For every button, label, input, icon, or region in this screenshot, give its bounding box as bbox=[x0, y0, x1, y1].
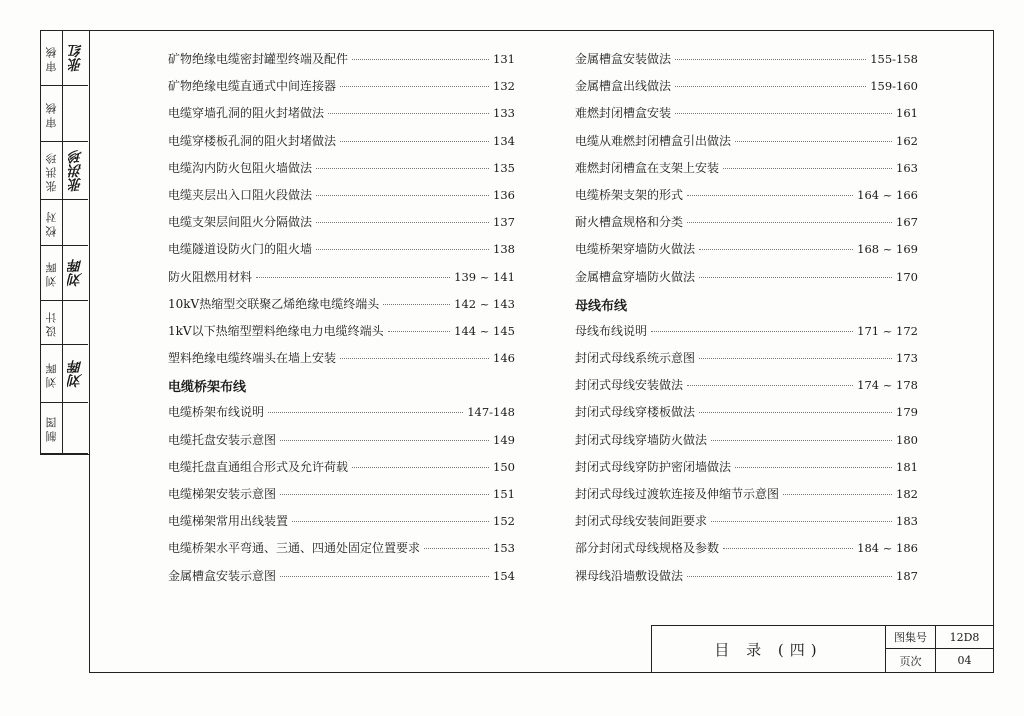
dot-leader bbox=[316, 222, 489, 223]
page-title: 目 录 (四) bbox=[652, 626, 886, 672]
signature-strip bbox=[40, 30, 89, 455]
toc-entry-page: 131 bbox=[493, 52, 515, 66]
atlas-number-value: 12D8 bbox=[936, 626, 993, 649]
toc-entry-title: 电缆沟内防火包阻火墙做法 bbox=[168, 160, 313, 175]
toc-entry-title: 电缆从难燃封闭槽盒引出做法 bbox=[575, 133, 732, 148]
dot-leader bbox=[687, 385, 853, 386]
toc-entry bbox=[575, 349, 918, 376]
toc-entry bbox=[575, 186, 918, 213]
toc-entry-page: 135 bbox=[493, 160, 515, 175]
signature-role-text: 刘晖 bbox=[44, 359, 58, 388]
signature-role-text: 审核 bbox=[44, 99, 58, 128]
dot-leader bbox=[699, 412, 892, 413]
toc-entry bbox=[168, 213, 515, 240]
toc-entry-page: 132 bbox=[493, 79, 515, 94]
toc-entry bbox=[168, 485, 515, 512]
toc-entry-title: 封闭式母线安装间距要求 bbox=[575, 514, 708, 529]
signature-cell bbox=[41, 301, 88, 345]
toc-entry bbox=[575, 539, 918, 566]
toc-entry-title: 电缆托盘直通组合形式及允许荷载 bbox=[168, 459, 349, 474]
dot-leader bbox=[316, 168, 489, 169]
toc-entry-title: 电缆托盘安装示意图 bbox=[168, 432, 277, 447]
toc-entry-page: 171 ~ 172 bbox=[857, 323, 918, 338]
toc-section-heading bbox=[575, 295, 918, 322]
toc-entry-title: 耐火槽盒规格和分类 bbox=[575, 215, 684, 230]
toc-entry-page: 137 bbox=[493, 215, 515, 230]
toc-entry bbox=[168, 50, 515, 77]
dot-leader bbox=[723, 168, 892, 169]
dot-leader bbox=[687, 195, 853, 196]
dot-leader bbox=[340, 358, 489, 359]
toc-entry bbox=[168, 458, 515, 485]
dot-leader bbox=[280, 576, 489, 577]
toc-entry-title: 封闭式母线过渡软连接及伸缩节示意图 bbox=[575, 487, 780, 501]
toc-entry-title: 金属槽盒穿墙防火做法 bbox=[575, 269, 696, 284]
page-number-value: 04 bbox=[957, 654, 972, 667]
toc-entry bbox=[575, 159, 918, 186]
signature-text: 张红 bbox=[67, 44, 84, 72]
signature-mark bbox=[63, 142, 88, 199]
dot-leader bbox=[675, 86, 866, 87]
toc-entry-page: 174 ~ 178 bbox=[857, 378, 918, 393]
toc-entry bbox=[575, 77, 918, 104]
signature-mark bbox=[63, 200, 88, 245]
toc-right-column bbox=[575, 50, 918, 594]
toc-entry bbox=[168, 431, 515, 458]
toc-entry-page: 136 bbox=[493, 187, 515, 202]
dot-leader bbox=[280, 494, 489, 495]
toc-entry-title: 电缆桥架支架的形式 bbox=[575, 187, 684, 202]
dot-leader bbox=[352, 467, 489, 468]
toc-entry-page: 168 ~ 169 bbox=[857, 242, 918, 257]
dot-leader bbox=[723, 548, 853, 549]
atlas-number-label: 图集号 bbox=[886, 626, 936, 649]
toc-entry-page: 170 bbox=[896, 269, 918, 284]
signature-mark bbox=[63, 301, 88, 344]
toc-entry-title: 金属槽盒出线做法 bbox=[575, 79, 672, 94]
toc-entry-title: 10kV热缩型交联聚乙烯绝缘电缆终端头 bbox=[168, 296, 380, 311]
dot-leader bbox=[256, 277, 450, 278]
signature-role-text: 制图 bbox=[44, 414, 58, 442]
toc-entry-page: 179 bbox=[896, 405, 918, 420]
toc-entry bbox=[575, 104, 918, 131]
dot-leader bbox=[687, 222, 892, 223]
toc-entry-page: 163 bbox=[896, 160, 918, 175]
signature-cell bbox=[41, 200, 88, 246]
toc-entry-page: 152 bbox=[493, 514, 515, 529]
toc-entry-page: 183 bbox=[896, 514, 918, 529]
toc-entry-title: 电缆梯架常用出线装置 bbox=[168, 514, 289, 529]
toc-entry bbox=[168, 104, 515, 131]
dot-leader bbox=[711, 440, 892, 441]
toc-entry-title: 电缆桥架布线 bbox=[168, 380, 247, 396]
toc-entry bbox=[168, 295, 515, 322]
dot-leader bbox=[699, 249, 853, 250]
signature-cell bbox=[41, 345, 88, 403]
signature-role-text: 审核 bbox=[44, 44, 58, 72]
signature-cell bbox=[41, 403, 88, 454]
toc-entry-title: 电缆桥架布线说明 bbox=[168, 405, 265, 420]
dot-leader bbox=[735, 467, 892, 468]
dot-leader bbox=[699, 358, 892, 359]
toc-entry bbox=[168, 349, 515, 376]
signature-text: 刘晖 bbox=[67, 259, 84, 287]
dot-leader bbox=[651, 331, 853, 332]
toc-entry-title: 电缆桥架穿墙防火做法 bbox=[575, 242, 696, 257]
signature-mark bbox=[63, 246, 88, 300]
toc-entry bbox=[575, 50, 918, 77]
toc-entry-page: 150 bbox=[493, 459, 515, 474]
toc-entry-title: 难燃封闭槽盒在支架上安装 bbox=[575, 160, 720, 175]
toc-entry bbox=[575, 376, 918, 403]
toc-entry bbox=[168, 322, 515, 349]
toc-entry-title: 电缆穿墙孔洞的阻火封堵做法 bbox=[168, 106, 325, 121]
toc-entry-title: 封闭式母线安装做法 bbox=[575, 378, 684, 393]
toc-entry-title: 电缆穿楼板孔洞的阻火封堵做法 bbox=[168, 133, 337, 148]
toc-entry-page: 142 ~ 143 bbox=[454, 296, 515, 311]
page-number-label: 页次 bbox=[886, 649, 936, 672]
toc-entry bbox=[168, 567, 515, 594]
dot-leader bbox=[268, 412, 463, 413]
toc-entry bbox=[168, 268, 515, 295]
toc-entry-title: 母线布线 bbox=[575, 298, 628, 314]
toc-entry-page: 146 bbox=[493, 351, 515, 366]
dot-leader bbox=[292, 521, 489, 522]
toc-entry-title: 电缆隧道设防火门的阻火墙 bbox=[168, 242, 313, 257]
toc-entry bbox=[575, 403, 918, 430]
signature-mark bbox=[63, 403, 88, 453]
signature-role-text: 刘晖 bbox=[44, 259, 58, 287]
toc-entry bbox=[575, 132, 918, 159]
toc-entry-page: 167 bbox=[896, 215, 918, 230]
signature-role-label bbox=[41, 345, 63, 402]
toc-entry-page: 151 bbox=[493, 487, 515, 501]
toc-entry-title: 金属槽盒安装做法 bbox=[575, 52, 672, 66]
signature-mark bbox=[63, 31, 88, 85]
signature-role-label bbox=[41, 31, 63, 85]
toc-entry bbox=[575, 213, 918, 240]
signature-role-label bbox=[41, 86, 63, 141]
toc-entry-title: 部分封闭式母线规格及参数 bbox=[575, 541, 720, 556]
signature-role-label bbox=[41, 142, 63, 199]
dot-leader bbox=[675, 113, 892, 114]
toc-entry bbox=[168, 539, 515, 566]
toc-entry-title: 封闭式母线穿防护密闭墙做法 bbox=[575, 459, 732, 474]
toc-entry-page: 181 bbox=[896, 459, 918, 474]
dot-leader bbox=[699, 277, 892, 278]
toc-entry-title: 封闭式母线系统示意图 bbox=[575, 351, 696, 366]
toc-entry-title: 电缆梯架安装示意图 bbox=[168, 487, 277, 501]
toc-entry bbox=[575, 567, 918, 594]
signature-role-label bbox=[41, 246, 63, 300]
toc-entry-title: 电缆夹层出入口阻火段做法 bbox=[168, 187, 313, 202]
toc-entry-page: 153 bbox=[493, 541, 515, 556]
toc-entry bbox=[575, 431, 918, 458]
toc-entry-page: 162 bbox=[896, 133, 918, 148]
toc-entry-page: 187 bbox=[896, 568, 918, 583]
toc-entry bbox=[575, 268, 918, 295]
toc-entry-title: 矿物绝缘电缆直通式中间连接器 bbox=[168, 79, 337, 94]
toc-entry bbox=[575, 458, 918, 485]
dot-leader bbox=[316, 195, 489, 196]
toc-entry-page: 144 ~ 145 bbox=[454, 323, 515, 338]
toc-entry-page: 155-158 bbox=[870, 52, 918, 66]
toc-entry-page: 149 bbox=[493, 432, 515, 447]
toc-entry-title: 电缆支架层间阻火分隔做法 bbox=[168, 215, 313, 230]
signature-role-label bbox=[41, 301, 63, 344]
toc-entry-page: 164 ~ 166 bbox=[857, 187, 918, 202]
signature-text: 刘晖 bbox=[67, 359, 84, 388]
toc-entry bbox=[168, 512, 515, 539]
dot-leader bbox=[340, 86, 489, 87]
toc-entry-page: 180 bbox=[896, 432, 918, 447]
dot-leader bbox=[687, 576, 892, 577]
toc-entry-title: 1kV以下热缩型塑料绝缘电力电缆终端头 bbox=[168, 323, 384, 338]
toc-entry bbox=[168, 186, 515, 213]
toc-entry-title: 母线布线说明 bbox=[575, 323, 648, 338]
toc-entry bbox=[168, 403, 515, 430]
toc-entry-title: 封闭式母线穿墙防火做法 bbox=[575, 432, 708, 447]
signature-cell bbox=[41, 86, 88, 142]
toc-entry-title: 裸母线沿墙敷设做法 bbox=[575, 568, 684, 583]
toc-entry bbox=[575, 322, 918, 349]
toc-entry-title: 金属槽盒安装示意图 bbox=[168, 568, 277, 583]
signature-cell bbox=[41, 31, 88, 86]
toc-entry-title: 电缆桥架水平弯通、三通、四通处固定位置要求 bbox=[168, 541, 421, 556]
signature-role-text: 校对 bbox=[44, 208, 58, 237]
dot-leader bbox=[783, 494, 892, 495]
dot-leader bbox=[388, 331, 451, 332]
toc-entry-page: 138 bbox=[493, 242, 515, 257]
signature-role-text: 张洪珍 bbox=[44, 149, 58, 192]
dot-leader bbox=[280, 440, 489, 441]
dot-leader bbox=[352, 59, 489, 60]
toc-entry-page: 182 bbox=[896, 487, 918, 501]
toc-entry-page: 133 bbox=[493, 106, 515, 121]
dot-leader bbox=[735, 141, 892, 142]
dot-leader bbox=[340, 141, 489, 142]
toc-entry-title: 矿物绝缘电缆密封罐型终端及配件 bbox=[168, 52, 349, 66]
toc-entry bbox=[575, 485, 918, 512]
signature-role-label bbox=[41, 200, 63, 245]
title-block bbox=[651, 625, 994, 673]
dot-leader bbox=[675, 59, 866, 60]
signature-role-text: 设计 bbox=[44, 308, 58, 337]
toc-entry bbox=[575, 512, 918, 539]
dot-leader bbox=[328, 113, 489, 114]
dot-leader bbox=[383, 304, 450, 305]
toc-entry bbox=[168, 132, 515, 159]
signature-cell bbox=[41, 142, 88, 200]
toc-entry bbox=[168, 77, 515, 104]
toc-entry bbox=[168, 240, 515, 267]
toc-entry bbox=[168, 159, 515, 186]
toc-entry-page: 154 bbox=[493, 568, 515, 583]
toc-entry bbox=[575, 240, 918, 267]
toc-entry-title: 防火阻燃用材料 bbox=[168, 269, 253, 284]
signature-text: 张洪珍 bbox=[67, 149, 84, 192]
signature-cell bbox=[41, 246, 88, 301]
toc-left-column bbox=[168, 50, 515, 594]
toc-entry-title: 塑料绝缘电缆终端头在墙上安装 bbox=[168, 351, 337, 366]
signature-mark bbox=[63, 345, 88, 402]
toc-entry-title: 封闭式母线穿楼板做法 bbox=[575, 405, 696, 420]
toc-entry-page: 159-160 bbox=[870, 79, 918, 94]
toc-entry-page: 134 bbox=[493, 133, 515, 148]
toc-entry-page: 161 bbox=[896, 106, 918, 121]
signature-role-label bbox=[41, 403, 63, 453]
signature-mark bbox=[63, 86, 88, 141]
dot-leader bbox=[316, 249, 489, 250]
toc-section-heading bbox=[168, 376, 515, 403]
toc-entry-page: 173 bbox=[896, 351, 918, 366]
toc-entry-title: 难燃封闭槽盒安装 bbox=[575, 106, 672, 121]
dot-leader bbox=[424, 548, 489, 549]
dot-leader bbox=[711, 521, 892, 522]
toc-entry-page: 147-148 bbox=[467, 405, 515, 420]
toc-entry-page: 139 ~ 141 bbox=[454, 269, 515, 284]
toc-entry-page: 184 ~ 186 bbox=[857, 541, 918, 556]
